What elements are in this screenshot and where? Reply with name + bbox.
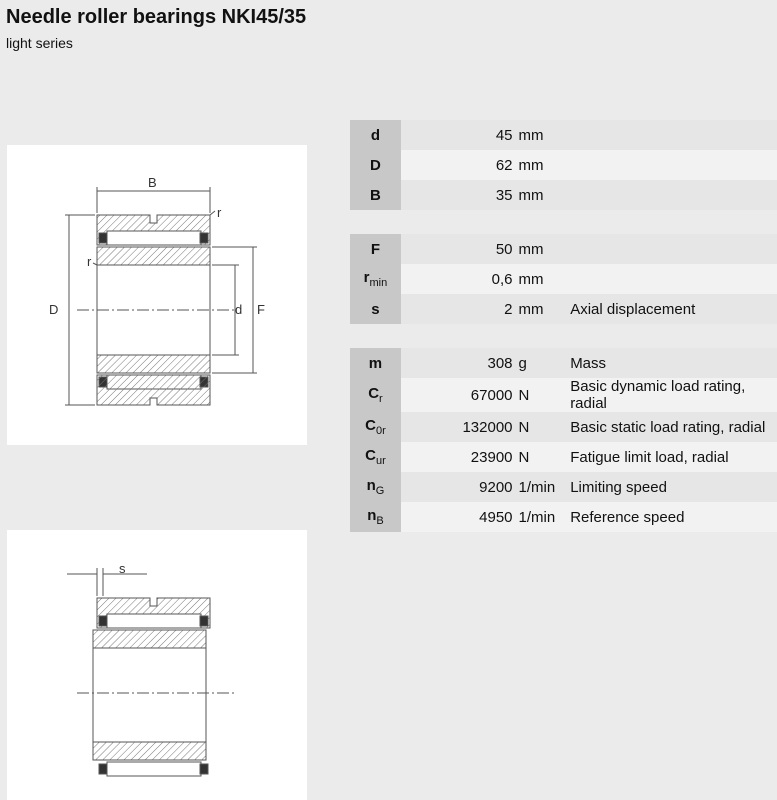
unit-cell: mm [517,234,563,264]
label-F: F [257,302,265,317]
unit-cell: mm [517,120,563,150]
value-cell: 62 [401,150,517,180]
description-cell: Fatigue limit load, radial [562,442,777,472]
symbol: n [366,477,376,494]
table-row [350,120,777,150]
unit-cell: 1/min [517,502,563,532]
table-row [350,502,777,532]
unit-cell: mm [517,294,563,324]
description-cell: Basic static load rating, radial [562,412,777,442]
symbol: r [363,269,370,286]
symbol-subscript: 0r [375,425,386,437]
label-D: D [49,302,59,317]
symbol-cell [350,348,401,378]
symbol-cell [350,472,401,502]
symbol-cell [350,234,401,264]
inner-ring-bottom [97,355,210,373]
bearing-dimension-drawing [7,145,307,445]
symbol-subscript: r [379,393,383,405]
description-cell: Axial displacement [562,294,777,324]
table-row [350,412,777,442]
symbol: C [365,417,376,434]
value-cell: 2 [401,294,517,324]
table-row [350,234,777,264]
table-row [350,472,777,502]
table-row [350,348,777,378]
label-r-left: r [87,254,92,269]
page-title: Needle roller bearings NKI45/35 [6,6,307,28]
displacement-section-svg [7,530,307,800]
description-cell [562,234,777,264]
outer-ring-bottom [97,375,210,405]
table-row [350,442,777,472]
needle-roller-top [107,231,201,245]
bearing-properties-table [350,120,777,532]
symbol: B [370,186,381,204]
unit-cell: mm [517,180,563,210]
unit-cell: mm [517,150,563,180]
unit-cell: N [517,442,563,472]
symbol: s [371,300,380,318]
symbol: m [368,354,383,372]
symbol-cell [350,150,401,180]
symbol-cell [350,502,401,532]
symbol-cell [350,412,401,442]
unit-cell: N [517,378,563,412]
symbol-cell [350,264,401,294]
value-cell: 50 [401,234,517,264]
table-row [350,180,777,210]
symbol-cell [350,378,401,412]
value-cell: 0,6 [401,264,517,294]
symbol-subscript: ur [375,455,386,467]
description-cell: Reference speed [562,502,777,532]
unit-cell: 1/min [517,472,563,502]
inner-ring-top [97,247,210,265]
group-separator [350,210,777,234]
seal-left-top [99,233,107,243]
value-cell: 23900 [401,442,517,472]
symbol-subscript: min [369,277,388,289]
unit-cell: g [517,348,563,378]
symbol-cell [350,442,401,472]
symbol-cell [350,120,401,150]
symbol: D [370,156,381,174]
group-separator [350,324,777,348]
label-s: s [119,561,126,576]
description-cell [562,264,777,294]
symbol: n [367,507,377,524]
value-cell: 132000 [401,412,517,442]
value-cell: 9200 [401,472,517,502]
table-row [350,294,777,324]
description-cell [562,180,777,210]
symbol: C [365,447,376,464]
description-cell [562,150,777,180]
label-r-top: r [217,205,222,220]
symbol-subscript: B [376,515,384,527]
value-cell: 308 [401,348,517,378]
symbol-subscript: G [375,485,385,497]
description-cell: Basic dynamic load rating, radial [562,378,777,412]
value-cell: 45 [401,120,517,150]
table-row [350,378,777,412]
description-cell: Mass [562,348,777,378]
symbol: C [368,385,380,402]
table-row [350,264,777,294]
label-d: d [235,302,243,317]
unit-cell: N [517,412,563,442]
seal-right-top [200,233,208,243]
symbol-cell [350,294,401,324]
axial-displacement-drawing [7,530,307,800]
page-subtitle: light series [6,35,73,51]
label-B: B [148,175,157,190]
table-row [350,150,777,180]
value-cell: 4950 [401,502,517,532]
symbol-cell [350,180,401,210]
symbol: F [370,240,381,258]
symbol: d [370,126,381,144]
description-cell: Limiting speed [562,472,777,502]
bearing-section-svg [7,145,307,445]
description-cell [562,120,777,150]
unit-cell: mm [517,264,563,294]
value-cell: 67000 [401,378,517,412]
value-cell: 35 [401,180,517,210]
